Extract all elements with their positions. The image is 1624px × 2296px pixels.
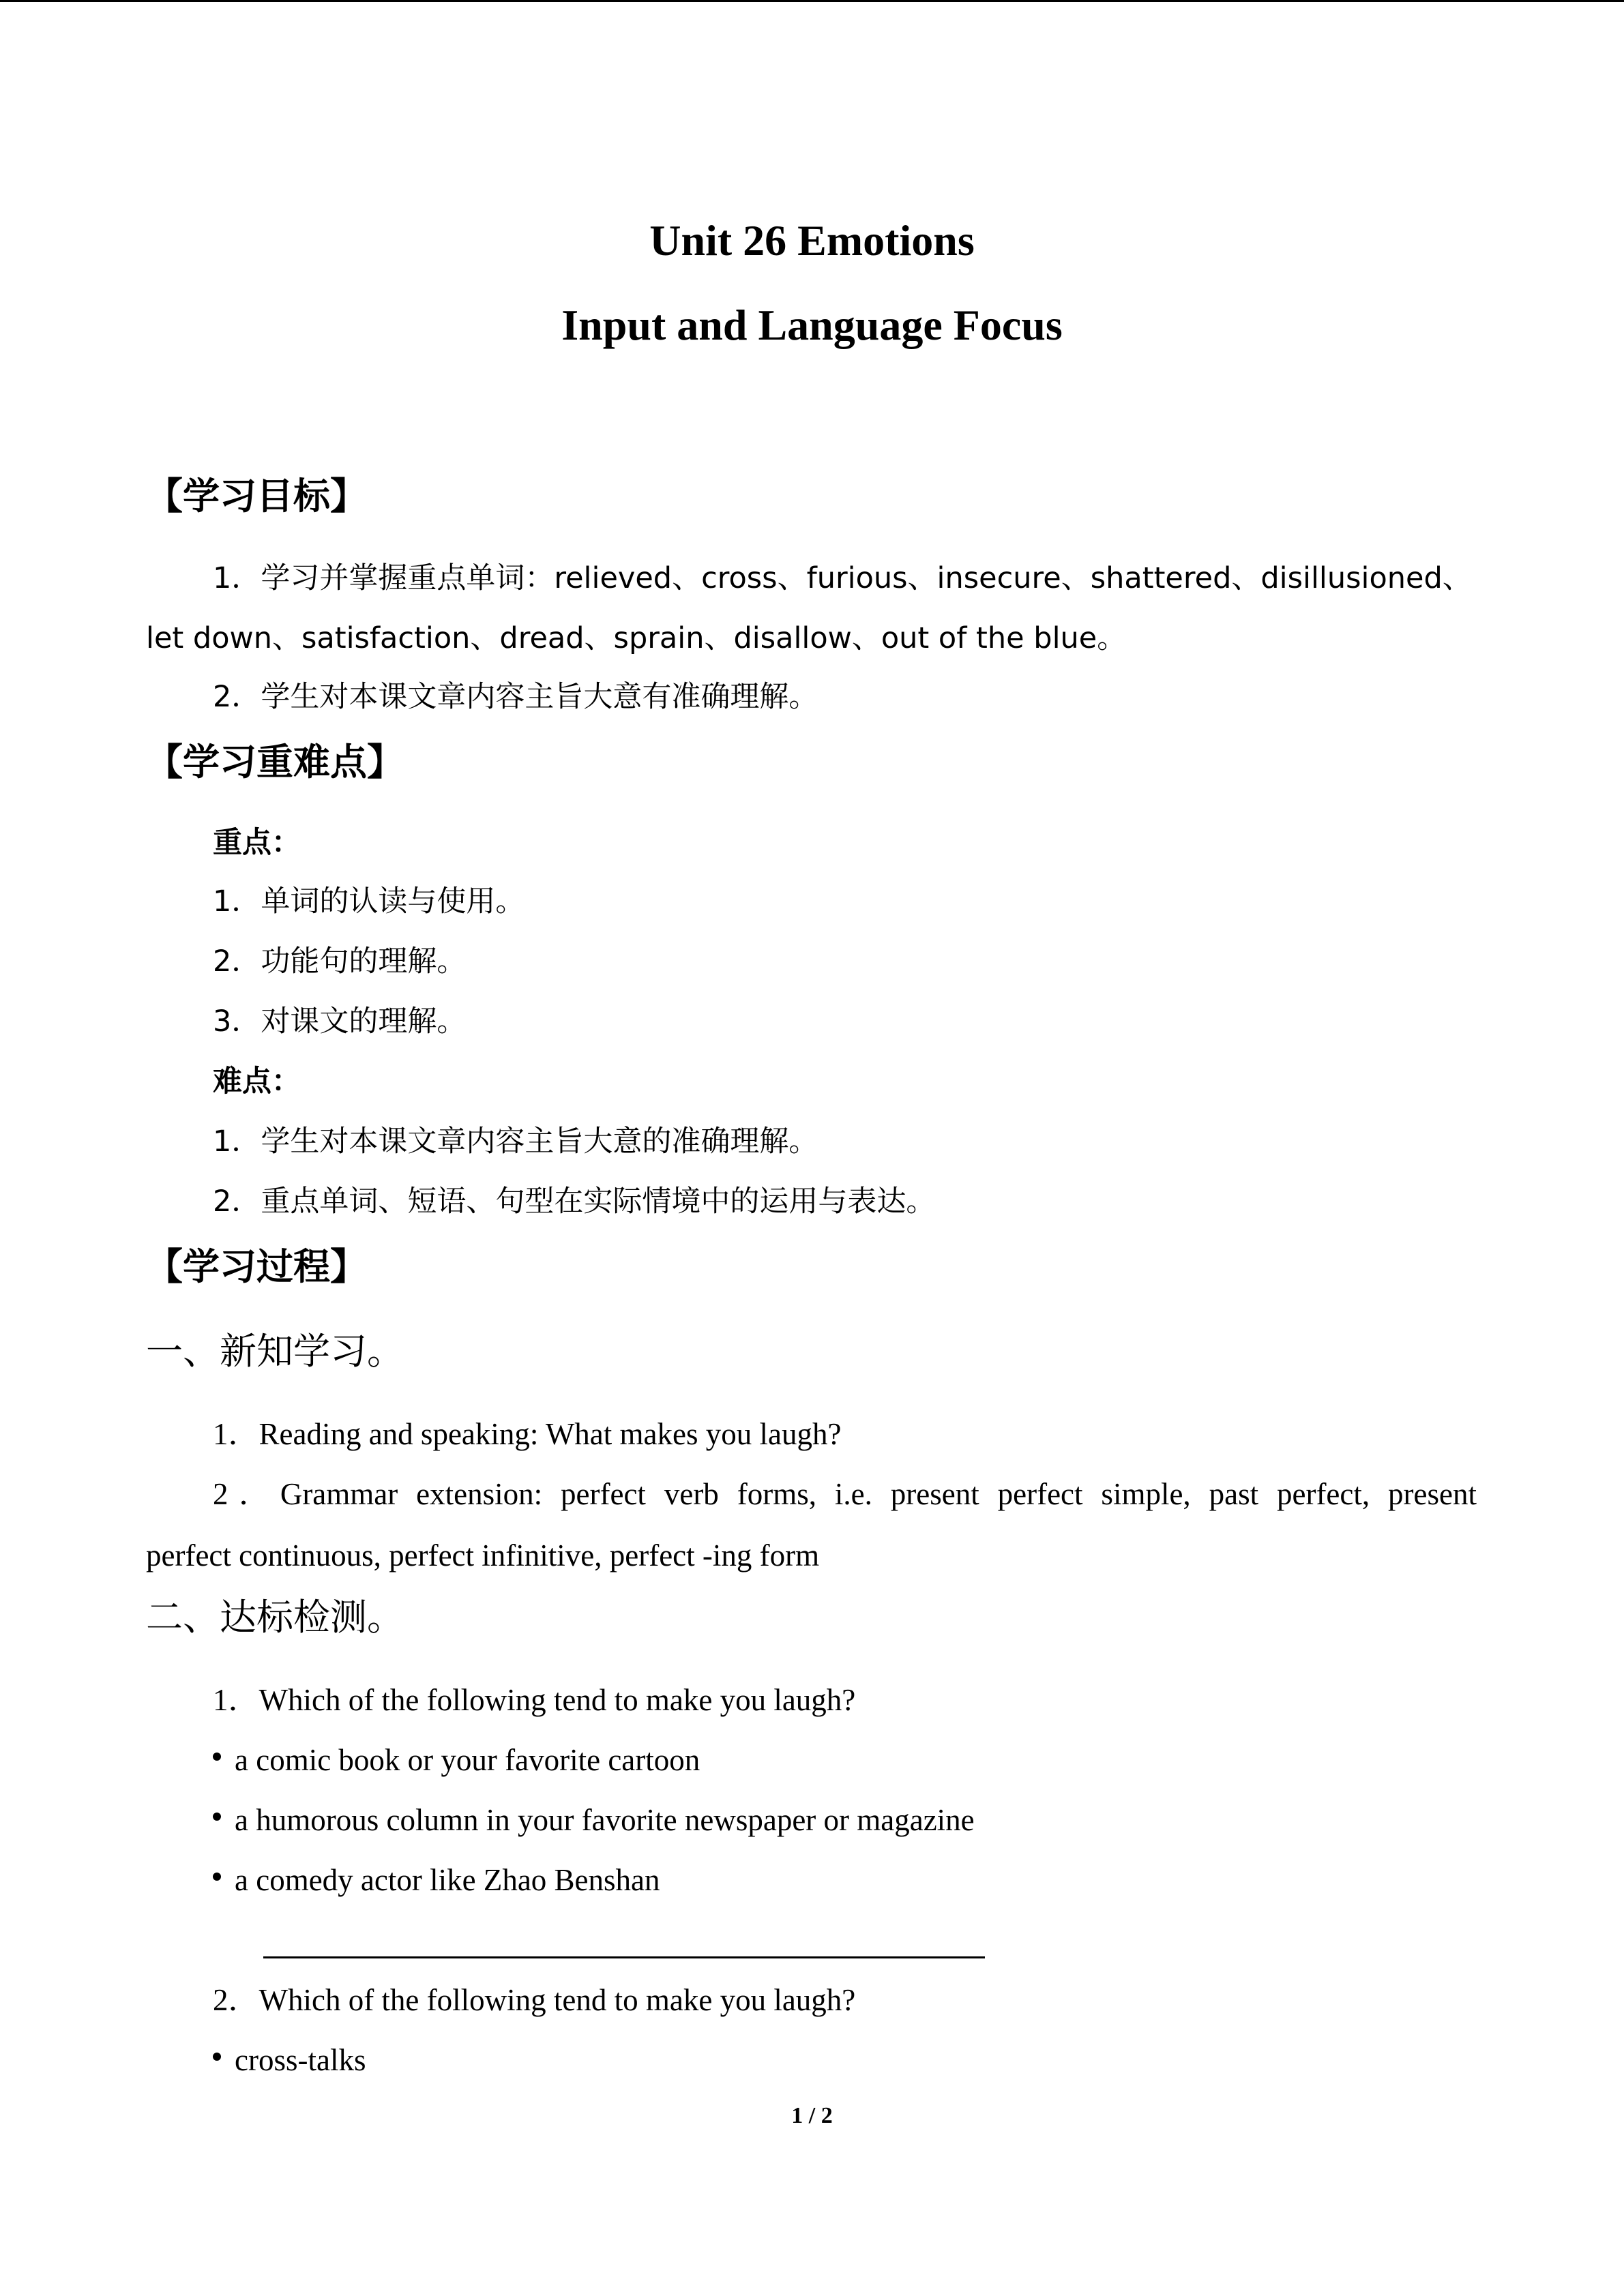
part-2-heading: 二、达标检测。: [146, 1596, 404, 1639]
difficulties-heading: 【学习重难点】: [146, 741, 404, 784]
hard-point-item: 1．学生对本课文章内容主旨大意的准确理解。: [213, 1124, 818, 1159]
hard-point-item: 2．重点单词、短语、句型在实际情境中的运用与表达。: [213, 1184, 936, 1219]
page-number: 1 / 2: [791, 2103, 833, 2128]
question-1: 1．Which of the following tend to make you laugh?: [213, 1683, 856, 1717]
part-1-item-1: 1．Reading and speaking: What makes you laugh?: [213, 1417, 842, 1451]
bullet-icon: [213, 1873, 221, 1881]
objective-item-2: 2．学生对本课文章内容主旨大意有准确理解。: [213, 680, 818, 714]
page-subtitle: Input and Language Focus: [561, 301, 1063, 349]
process-heading: 【学习过程】: [146, 1245, 367, 1288]
objectives-heading: 【学习目标】: [146, 475, 367, 518]
bullet-icon: [213, 1753, 221, 1761]
option-text: a humorous column in your favorite newspaper or magazine: [235, 1803, 975, 1837]
option-text: a comic book or your favorite cartoon: [235, 1743, 700, 1777]
page-title: Unit 26 Emotions: [649, 216, 975, 265]
bullet-icon: [213, 1813, 221, 1821]
part-1-item-2-line-2: perfect continuous, perfect infinitive, perfect -ing form: [146, 1538, 820, 1572]
option-item: [213, 1745, 700, 1776]
option-item: [213, 1865, 660, 1896]
key-points-label: 重点：: [213, 826, 301, 860]
objective-item-1-line-2: let down、satisfaction、dread、sprain、disallow、out of the blue。: [146, 621, 1127, 655]
key-point-item: 2．功能句的理解。: [213, 944, 467, 979]
option-item: [213, 2045, 366, 2076]
option-text: cross-talks: [235, 2043, 366, 2077]
part-1-heading: 一、新知学习。: [146, 1330, 404, 1373]
key-point-item: 3．对课文的理解。: [213, 1004, 467, 1039]
question-2: 2．Which of the following tend to make you laugh?: [213, 1983, 856, 2017]
answer-blank-line: [263, 1956, 985, 1958]
hard-points-label: 难点：: [213, 1064, 301, 1099]
part-1-item-2-line-1: 2．Grammar extension: perfect verb forms, i.e. present perfect simple, past perfect, present: [213, 1477, 1477, 1511]
bullet-icon: [213, 2053, 221, 2061]
key-point-item: 1．单词的认读与使用。: [213, 884, 525, 919]
option-text: a comedy actor like Zhao Benshan: [235, 1863, 660, 1897]
objective-item-1-line-1: 1．学习并掌握重点单词：relieved、cross、furious、insecure、shattered、disillusioned、: [213, 561, 1472, 595]
option-item: [213, 1805, 975, 1836]
